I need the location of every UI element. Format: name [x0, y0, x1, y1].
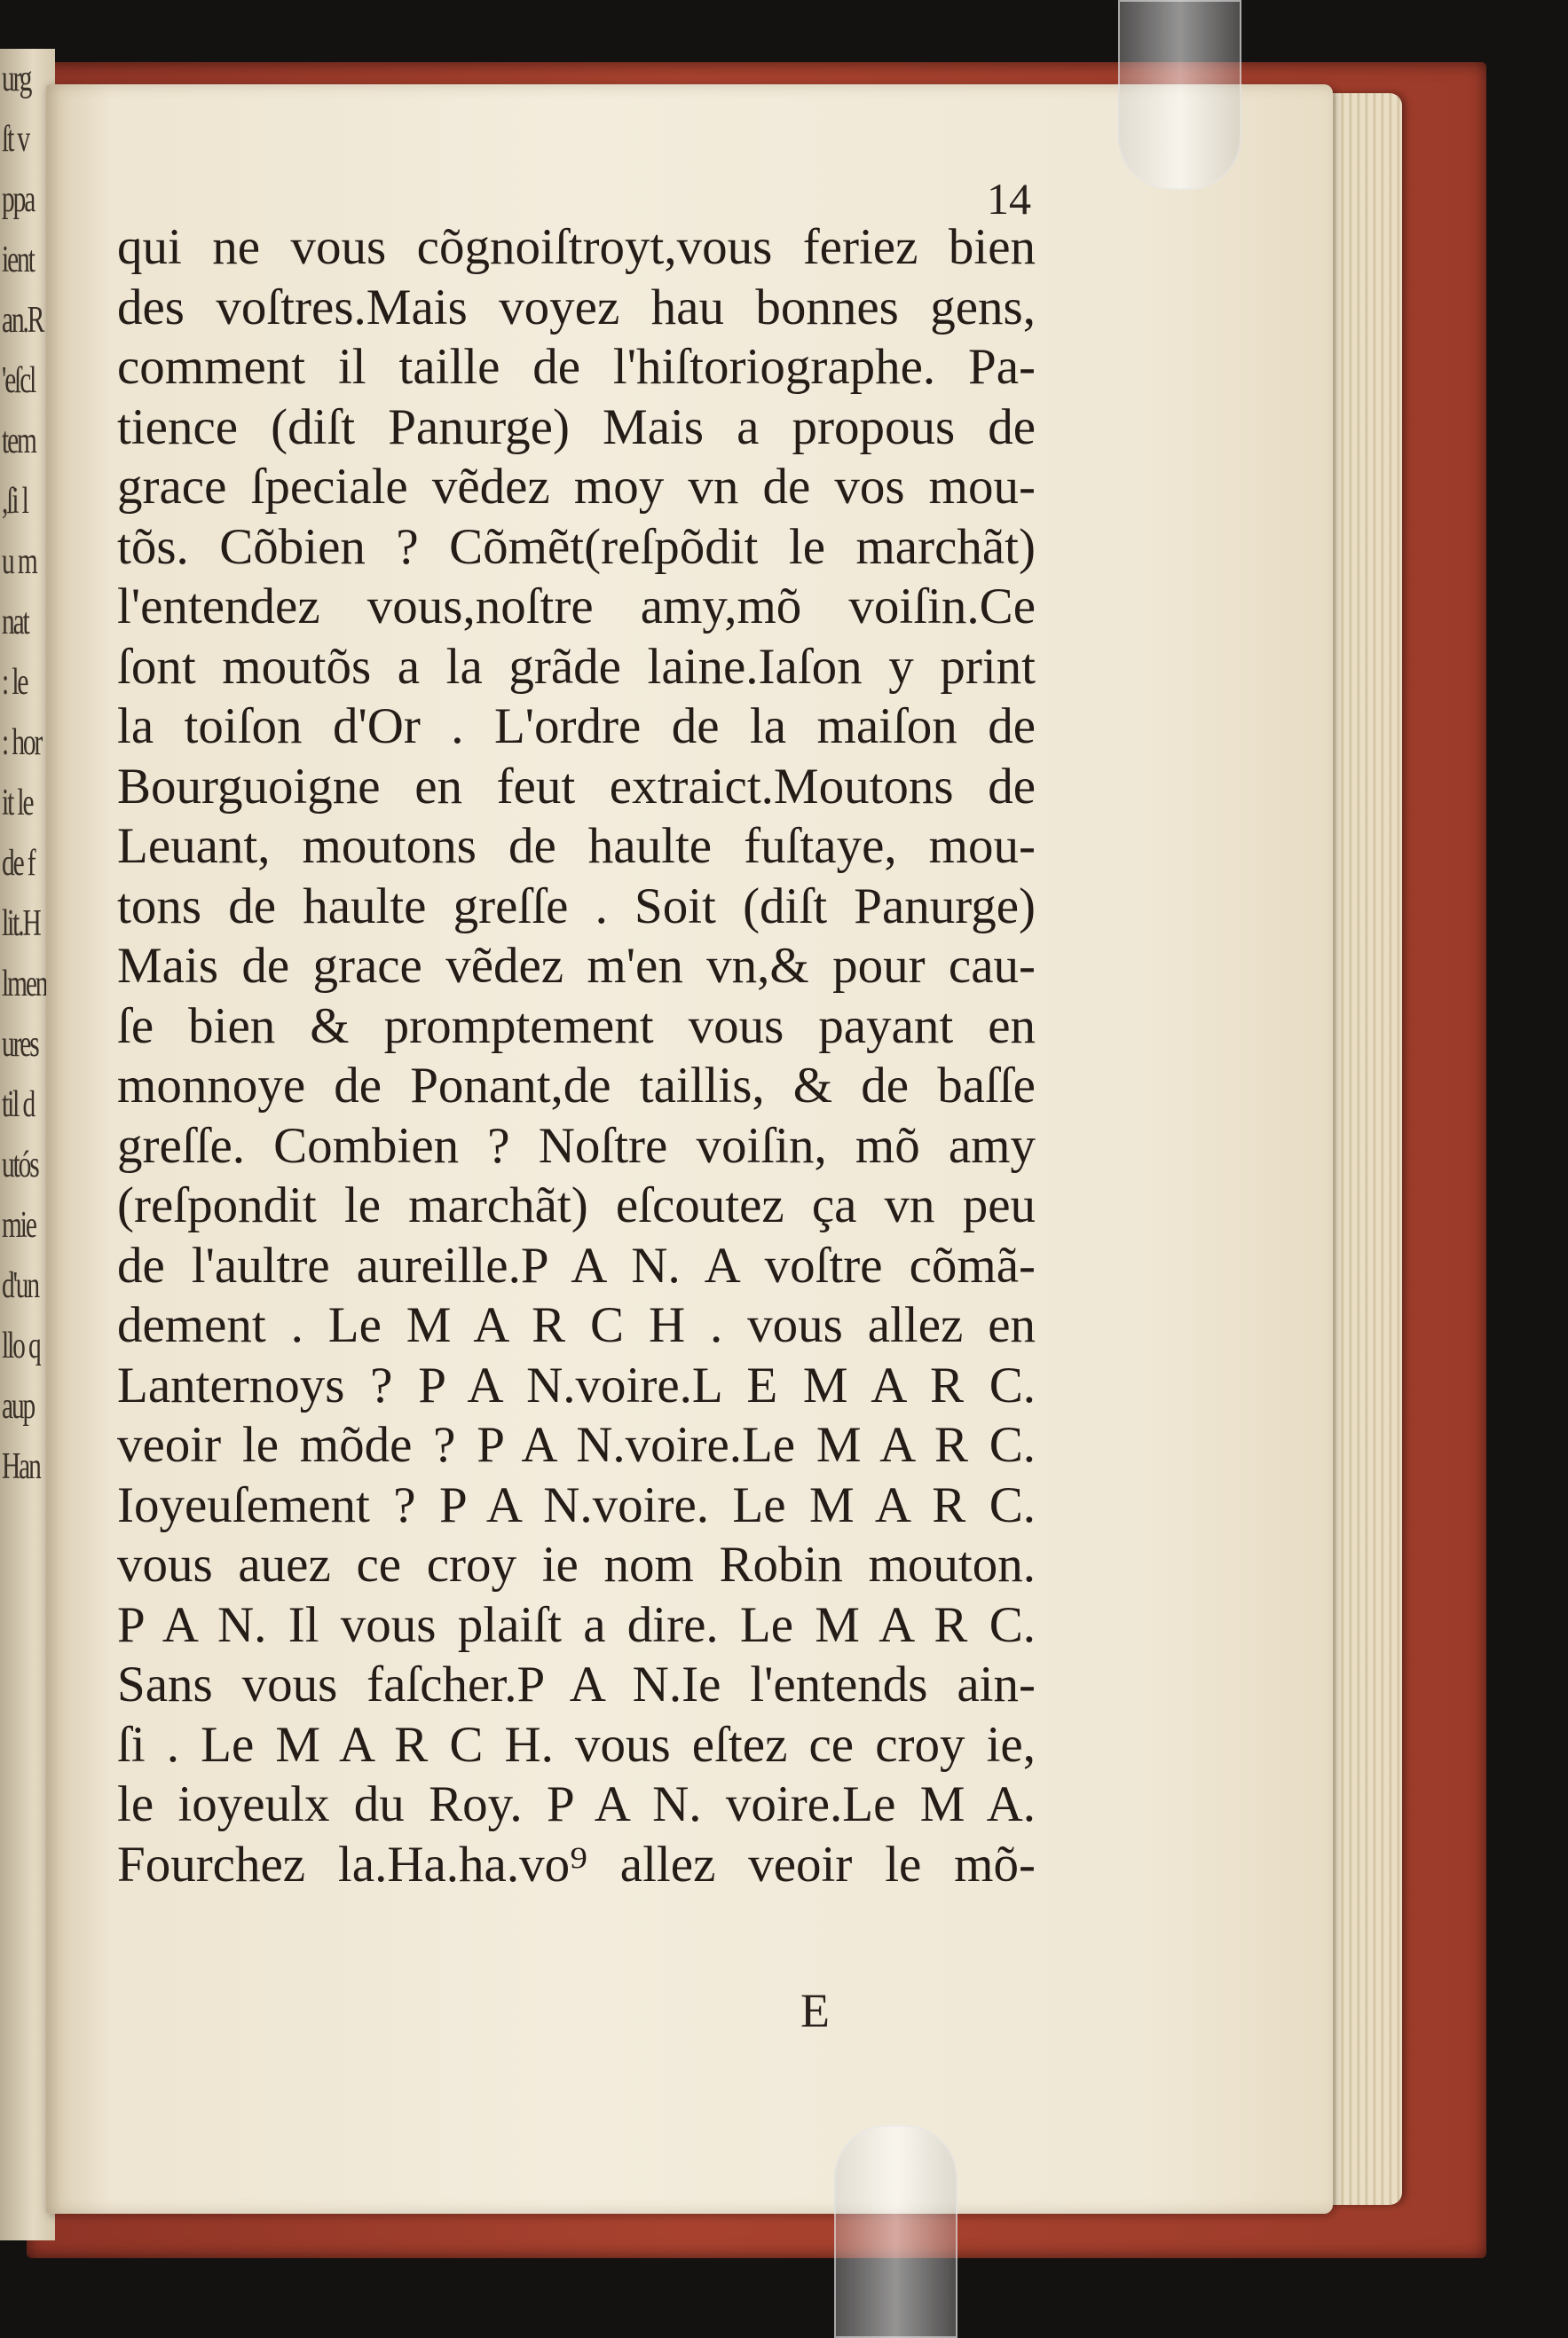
- left-page-fragment: 'eſcl: [2, 360, 35, 401]
- text-line: monnoye de Ponant,de taillis, & de baſſe: [117, 1058, 1036, 1114]
- text-line: ſont moutõs a la grãde laine.Iaſon y print: [117, 638, 1036, 695]
- text-line: Leuant, moutons de haulte fuſtaye, mou-: [117, 818, 1036, 874]
- left-page-fragment: an.R: [2, 300, 43, 341]
- left-page-fragment: Han: [2, 1446, 40, 1487]
- text-line: des voſtres.Mais voyez hau bonnes gens,: [117, 279, 1036, 335]
- text-line: tience (diſt Panurge) Mais a propous de: [117, 398, 1036, 455]
- signature-mark: E: [800, 1984, 830, 2037]
- text-line: Bourguoigne en feut extraict.Moutons de: [117, 758, 1036, 815]
- text-line: de l'aultre aureille.P A N. A voſtre cõmã-: [117, 1237, 1036, 1294]
- left-page-fragment: ures: [2, 1024, 38, 1065]
- left-page-fragment: aup: [2, 1386, 35, 1427]
- text-line: (reſpondit le marchãt) eſcoutez ça vn peu: [117, 1177, 1036, 1233]
- left-page-fragment: urg: [2, 59, 31, 99]
- text-line: Sans vous faſcher.P A N.Ie l'entends ain-: [117, 1657, 1036, 1712]
- left-page-fragment: mie: [2, 1205, 35, 1246]
- bottom-page-clip: [834, 2125, 957, 2338]
- left-page-fragment: nat: [2, 602, 28, 642]
- left-page-fragment: lmen: [2, 964, 47, 1004]
- text-line: tons de haulte greſſe . Soit (diſt Panurge): [117, 878, 1036, 934]
- left-page-fragment: ppa: [2, 179, 35, 220]
- page-body-text: [117, 217, 1036, 1894]
- text-line: Ioyeuſement ? P A N.voire. Le M A R C.: [117, 1476, 1036, 1533]
- text-line: Lanternoys ? P A N.voire.L E M A R C.: [117, 1357, 1036, 1413]
- text-line: vous auez ce croy ie nom Robin mouton.: [117, 1537, 1036, 1593]
- left-page-fragment: utós: [2, 1145, 38, 1185]
- text-line: l'entendez vous,noſtre amy,mõ voiſin.Ce: [117, 579, 1036, 634]
- left-page-fragment: u m: [2, 541, 36, 582]
- text-line: le ioyeulx du Roy. P A N. voire.Le M A.: [117, 1776, 1036, 1832]
- left-page-fragment: ſt v: [2, 119, 28, 160]
- text-line: Mais de grace vẽdez m'en vn,& pour cau-: [117, 938, 1036, 994]
- left-page-fragment: : hor: [2, 722, 42, 763]
- left-page-fragment: d'un: [2, 1265, 39, 1306]
- text-line: Fourchez la.Ha.ha.vo⁹ allez veoir le mõ-: [117, 1836, 1036, 1893]
- left-page-fragment: ient: [2, 240, 34, 280]
- page-number: 14: [987, 174, 1031, 224]
- text-line: tõs. Cõbien ? Cõmẽt(reſpõdit le marchãt): [117, 518, 1036, 575]
- left-page-fragment: : le: [2, 662, 28, 703]
- left-page-fragment: de f: [2, 843, 35, 884]
- left-page-fragment: it le: [2, 783, 33, 823]
- text-line: veoir le mõde ? P A N.voire.Le M A R C.: [117, 1417, 1036, 1473]
- left-page-fragment: lit.H: [2, 903, 40, 944]
- top-page-clip: [1118, 0, 1241, 190]
- text-line: comment il taille de l'hiſtoriographe. Pa-: [117, 339, 1036, 395]
- text-line: la toiſon d'Or . L'ordre de la maiſon de: [117, 698, 1036, 754]
- left-page-fragment: til d: [2, 1084, 35, 1125]
- text-line: P A N. Il vous plaiſt a dire. Le M A R C.: [117, 1596, 1036, 1653]
- text-line: qui ne vous cõgnoiſtroyt,vous feriez bien: [117, 219, 1036, 275]
- left-page-fragment: llo q: [2, 1326, 40, 1366]
- text-line: dement . Le M A R C H . vous allez en: [117, 1297, 1036, 1353]
- left-page-fragment: ,ſi l: [2, 481, 28, 522]
- right-page: [46, 84, 1333, 2214]
- text-line: grace ſpeciale vẽdez moy vn de vos mou-: [117, 459, 1036, 515]
- text-line: ſi . Le M A R C H. vous eſtez ce croy ie,: [117, 1716, 1036, 1773]
- left-page-fragment: tem: [2, 421, 35, 461]
- text-line: greſſe. Combien ? Noſtre voiſin, mõ amy: [117, 1117, 1036, 1174]
- text-line: ſe bien & promptement vous payant en: [117, 997, 1036, 1054]
